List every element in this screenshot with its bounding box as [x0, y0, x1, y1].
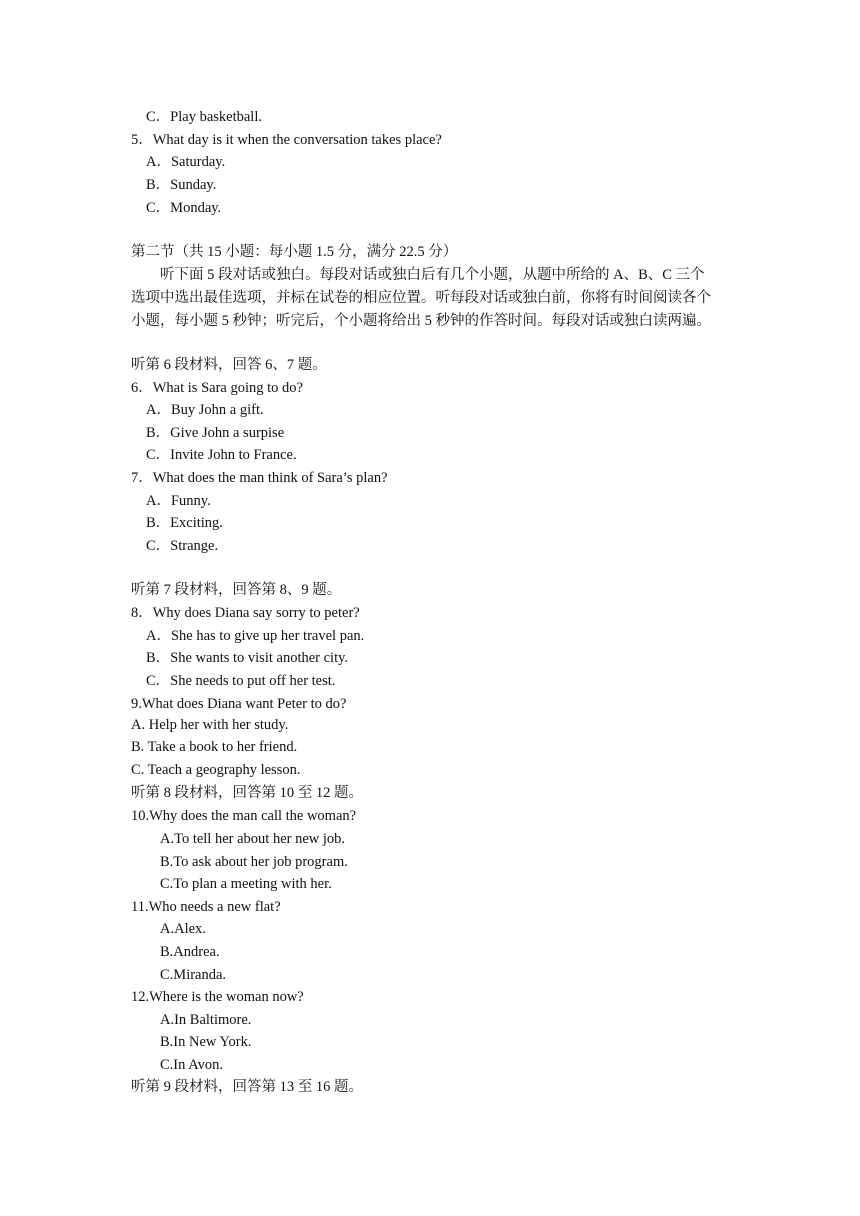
- q9-option-a: A. Help her with her study.: [131, 717, 289, 733]
- q8-option-a: A．She has to give up her travel pan.: [146, 628, 365, 644]
- q6-option-c: C．Invite John to France.: [146, 447, 297, 463]
- q4-option-c: C．Play basketball.: [146, 109, 262, 125]
- instructions-line-2: 选项中选出最佳选项，并标在试卷的相应位置。听每段对话或独白前，你将有时间阅读各个: [131, 290, 711, 306]
- q5-option-c: C．Monday.: [146, 200, 222, 216]
- q10-option-a: A.To tell her about her new job.: [160, 831, 346, 847]
- instructions-line-1: 听下面 5 段对话或独白。每段对话或独白后有几个小题，从题中所给的 A、B、C 三个: [160, 267, 705, 283]
- q11-option-c: C.Miranda.: [160, 967, 227, 983]
- q11-option-b: B.Andrea.: [160, 944, 220, 960]
- material-7-heading: 听第 7 段材料，回答第 8、9 题。: [131, 582, 342, 598]
- q5-question: 5．What day is it when the conversation takes place?: [131, 132, 442, 148]
- q8-option-c: C．She needs to put off her test.: [146, 673, 336, 689]
- material-9-heading: 听第 9 段材料，回答第 13 至 16 题。: [131, 1079, 363, 1095]
- q6-option-a: A．Buy John a gift.: [146, 402, 264, 418]
- q12-option-b: B.In New York.: [160, 1034, 252, 1050]
- material-6-heading: 听第 6 段材料，回答 6、7 题。: [131, 357, 327, 373]
- q5-option-b: B．Sunday.: [146, 177, 217, 193]
- q10-option-b: B.To ask about her job program.: [160, 854, 348, 870]
- q5-option-a: A．Saturday.: [146, 154, 226, 170]
- q12-question: 12.Where is the woman now?: [131, 989, 304, 1005]
- q8-question: 8．Why does Diana say sorry to peter?: [131, 605, 360, 621]
- q12-option-c: C.In Avon.: [160, 1057, 223, 1073]
- q9-option-b: B. Take a book to her friend.: [131, 739, 298, 755]
- q10-option-c: C.To plan a meeting with her.: [160, 876, 332, 892]
- q10-question: 10.Why does the man call the woman?: [131, 808, 357, 824]
- q12-option-a: A.In Baltimore.: [160, 1012, 252, 1028]
- q7-question: 7．What does the man think of Sara’s plan?: [131, 470, 388, 486]
- q7-option-b: B．Exciting.: [146, 515, 223, 531]
- q7-option-c: C．Strange.: [146, 538, 219, 554]
- q9-question: 9.What does Diana want Peter to do?: [131, 696, 347, 712]
- q11-option-a: A.Alex.: [160, 921, 206, 937]
- q6-option-b: B．Give John a surpise: [146, 425, 285, 441]
- q6-question: 6．What is Sara going to do?: [131, 380, 303, 396]
- instructions-line-3: 小题，每小题 5 秒钟；听完后，个小题将给出 5 秒钟的作答时间。每段对话或独白读两遍。: [131, 313, 711, 329]
- q11-question: 11.Who needs a new flat?: [131, 899, 281, 915]
- q8-option-b: B．She wants to visit another city.: [146, 650, 349, 666]
- q9-option-c: C. Teach a geography lesson.: [131, 762, 301, 778]
- material-8-heading: 听第 8 段材料，回答第 10 至 12 题。: [131, 785, 363, 801]
- section-heading: 第二节（共 15 小题：每小题 1.5 分，满分 22.5 分）: [131, 244, 458, 260]
- q7-option-a: A．Funny.: [146, 493, 211, 509]
